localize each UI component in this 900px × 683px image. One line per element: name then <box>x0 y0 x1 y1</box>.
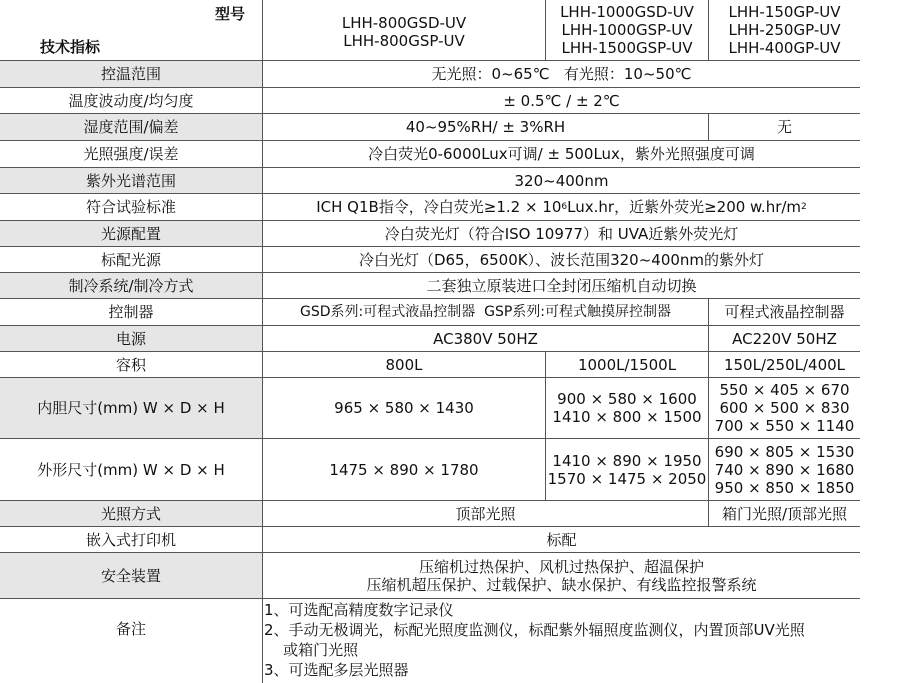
row-label: 光照方式 <box>100 504 161 523</box>
dimension: 550 × 405 × 670 <box>719 381 850 399</box>
note-line: 2、手动无极调光，标配光照度监测仪，标配紫外辐照度监测仪，内置顶部UV光照 <box>264 621 805 639</box>
spec-label: 技术指标 <box>40 38 101 56</box>
model-name: LHH-150GP-UV <box>728 3 841 21</box>
row-label: 安全装置 <box>100 566 161 585</box>
row-label: 内胆尺寸(mm) W × D × H <box>37 399 225 417</box>
inner-c1: 965 × 580 × 1430 <box>334 399 474 417</box>
light-source-value: 冷白荧光灯（符合ISO 10977）和 UVA近紫外荧光灯 <box>384 224 739 243</box>
row-label: 标配光源 <box>100 250 161 269</box>
standard-text: ICH Q1B指令，冷白荧光≥1.2 × 10 <box>316 198 562 216</box>
model-name: LHH-800GSD-UV <box>341 14 467 32</box>
inner-c2 <box>546 378 708 438</box>
row-label: 光源配置 <box>100 224 161 243</box>
row-label: 光照强度/误差 <box>83 145 179 163</box>
row-label: 备注 <box>115 620 146 638</box>
row-label: 温度波动度/均匀度 <box>68 91 194 110</box>
model-name: LHH-1000GSD-UV <box>560 3 694 21</box>
model-name: LHH-800GSP-UV <box>343 32 465 50</box>
dimension: 600 × 500 × 830 <box>719 399 850 417</box>
row-label: 紫外光谱范围 <box>85 171 176 190</box>
row-label: 湿度范围/偏差 <box>83 118 179 136</box>
row-label: 嵌入式打印机 <box>85 530 176 549</box>
dimension: 1410 × 800 × 1500 <box>552 408 702 426</box>
lighting-value: 顶部光照 <box>455 504 516 523</box>
temp-fluct-value: ± 0.5℃ / ± 2℃ <box>503 91 620 110</box>
dimension: 690 × 805 × 1530 <box>714 442 855 461</box>
temp-range-value: 无光照：0~65℃ 有光照：10~50℃ <box>431 65 692 83</box>
note-line: 或箱门光照 <box>264 641 359 659</box>
uv-range-value: 320~400nm <box>514 171 609 190</box>
power-value: AC380V 50HZ <box>433 329 538 348</box>
standard-text: Lux.hr，近紫外荧光≥200 w.hr/m <box>567 198 802 216</box>
power-value-c3: AC220V 50HZ <box>732 329 837 348</box>
light-value: 冷白荧光0-6000Lux可调/ ± 500Lux，紫外光照强度可调 <box>368 145 755 163</box>
cooling-value: 二套独立原装进口全封闭压缩机自动切换 <box>426 276 697 295</box>
note-line: 1、可选配高精度数字记录仪 <box>264 601 454 619</box>
dimension: 740 × 890 × 1680 <box>714 460 855 479</box>
outer-c1: 1475 × 890 × 1780 <box>329 460 479 479</box>
row-label: 控制器 <box>108 303 154 321</box>
dimension: 950 × 850 × 1850 <box>714 478 855 497</box>
safety-value <box>263 553 860 598</box>
printer-value: 标配 <box>546 530 577 549</box>
header-col3 <box>709 0 860 60</box>
humidity-value-c3: 无 <box>776 118 792 136</box>
standard-value: ICH Q1B指令，冷白荧光≥1.2 × 10 6 Lux.hr，近紫外荧光≥200 w.hr/m 2 <box>316 198 807 216</box>
model-name: LHH-1500GSP-UV <box>561 39 693 57</box>
lighting-value-c3: 箱门光照/顶部光照 <box>721 504 848 523</box>
row-label: 电源 <box>115 329 146 348</box>
std-source-value: 冷白光灯（D65，6500K）、波长范围320~400nm的紫外灯 <box>358 250 765 269</box>
controller-value: GSD系列:可程式液晶控制器 GSP系列:可程式触摸屏控制器 <box>299 304 672 320</box>
outer-c3 <box>709 439 860 500</box>
model-name: LHH-250GP-UV <box>728 21 841 39</box>
safety-line: 压缩机超压保护、过载保护、缺水保护、有线监控报警系统 <box>366 575 757 594</box>
outer-c2 <box>546 439 708 500</box>
model-label: 型号 <box>214 5 245 23</box>
note-line: 3、可选配多层光照器 <box>264 661 409 679</box>
row-label: 控温范围 <box>100 65 161 83</box>
humidity-value: 40~95%RH/ ± 3%RH <box>405 118 566 136</box>
row-label: 容积 <box>115 355 146 374</box>
dimension: 1410 × 890 × 1950 <box>552 451 702 470</box>
controller-value-c3: 可程式液晶控制器 <box>724 303 845 321</box>
row-label: 外形尺寸(mm) W × D × H <box>37 460 225 479</box>
safety-line: 压缩机过热保护、风机过热保护、超温保护 <box>418 557 704 576</box>
header-col1 <box>263 4 545 60</box>
volume-c1: 800L <box>385 355 423 374</box>
header-col2 <box>546 0 708 60</box>
inner-c3 <box>709 378 860 438</box>
notes-value <box>264 600 860 683</box>
dimension: 900 × 580 × 1600 <box>557 390 697 408</box>
dimension: 1570 × 1475 × 2050 <box>547 469 707 488</box>
dimension: 700 × 550 × 1140 <box>714 417 855 435</box>
row-label: 符合试验标准 <box>85 198 176 216</box>
volume-c3: 150L/250L/400L <box>723 355 846 374</box>
row-label: 制冷系统/制冷方式 <box>68 276 194 295</box>
model-name: LHH-1000GSP-UV <box>561 21 693 39</box>
model-name: LHH-400GP-UV <box>728 39 841 57</box>
volume-c2: 1000L/1500L <box>577 355 677 374</box>
